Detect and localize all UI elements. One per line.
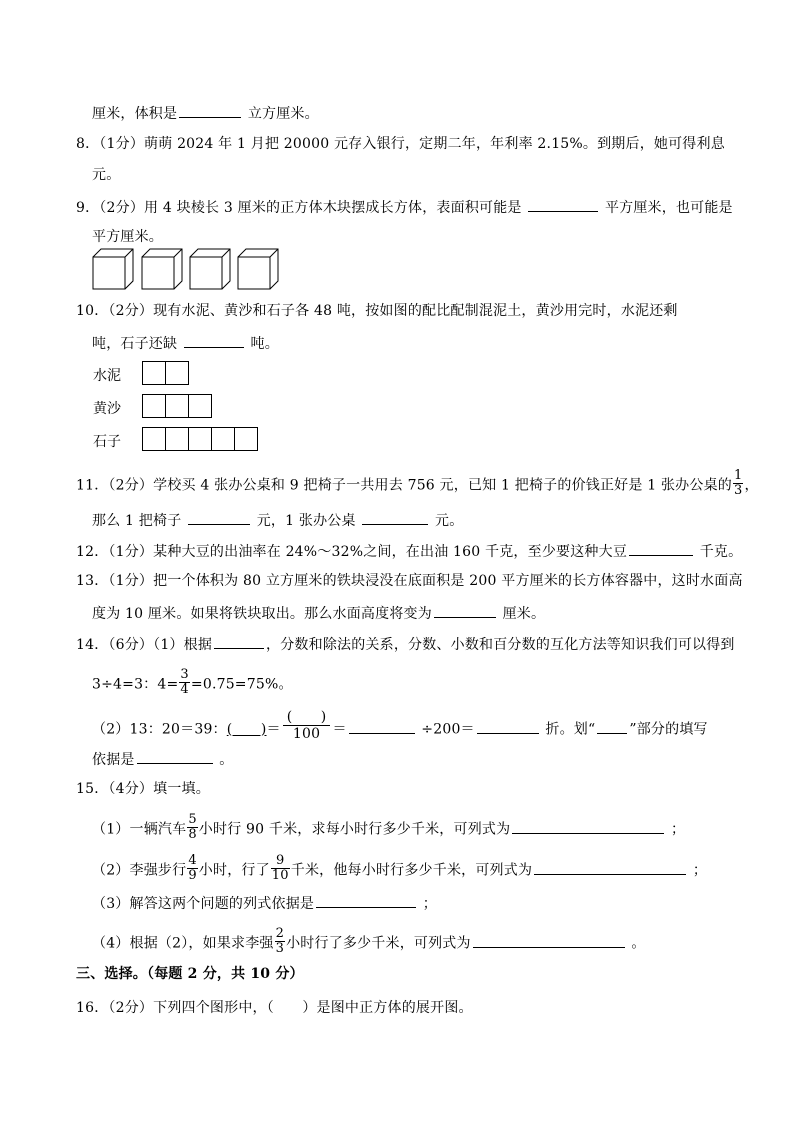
- q10-text-b: 吨。: [250, 336, 279, 352]
- sand-cells: [142, 394, 212, 418]
- q13-text-b: 厘米。: [502, 606, 546, 622]
- q10-blank[interactable]: [184, 333, 244, 348]
- q14-part2-a: （2）13：20＝39：: [92, 721, 227, 738]
- q14-line3: （2）13：20＝39：( )＝ $\frac{( )}{100}$ ＝ ÷200＝ 折。划“ ”部分的填写: [92, 709, 708, 742]
- q14-part2-b: 折。划“: [545, 721, 596, 738]
- q15-blank-1[interactable]: [512, 819, 664, 834]
- q16-line: 16．（2分）下列四个图形中，（ ）是图中正方体的展开图。: [76, 1000, 473, 1016]
- q7-text-b: 立方厘米。: [247, 106, 319, 122]
- q15-p2-fraction-2: $\frac{9}{10}$: [271, 853, 289, 883]
- q14-eq-b: =0.75=75%。: [190, 676, 293, 693]
- q14-fraction: $\frac{3}{4}$: [180, 667, 189, 697]
- q9-text-b: 平方厘米，也可能是: [604, 200, 733, 216]
- q10-text-a: 吨，石子还缺: [92, 336, 178, 352]
- q15-p4-fraction: $\frac{2}{3}$: [275, 926, 285, 956]
- q11-text-c: 元。: [435, 513, 464, 529]
- q11-blank-1[interactable]: [188, 510, 250, 525]
- q11-text: 11．（2分）学校买 4 张办公桌和 9 把椅子一共用去 756 元，已知 1 把椅子的价钱正好是 1 张办公桌的: [76, 477, 732, 494]
- q9-line1: [76, 197, 733, 217]
- q10-line2: [92, 333, 279, 353]
- q14-mark-blank: [597, 719, 627, 734]
- cube-4: [238, 249, 278, 289]
- q12-blank[interactable]: [629, 541, 693, 556]
- cement-cells: [142, 361, 189, 385]
- q12-text-a: 12．（1分）某种大豆的出油率在 24%～32%之间，在出油 160 千克，至少要这种大豆: [76, 544, 628, 560]
- q12-text-b: 千克。: [699, 544, 743, 560]
- q14-line2: [92, 667, 293, 699]
- q11-text-a: 那么 1 把椅子: [92, 513, 182, 529]
- q13-line2: [92, 603, 545, 623]
- q7-text-a: 厘米，体积是: [92, 106, 178, 122]
- q15-p2: （2）李强步行 $\frac{4}{9}$ 小时，行了 $\frac{9}{10}$ 千米，他每小时行多少千米，可列式为 ；: [92, 853, 708, 883]
- q14-eq-a: 3÷4=3：4=: [92, 676, 179, 693]
- label-stone: 石子: [93, 434, 121, 450]
- q9-line2: 平方厘米。: [92, 229, 163, 245]
- stone-cells: [142, 427, 258, 451]
- q14-paren-fraction[interactable]: $\frac{( )}{100}$: [283, 709, 331, 742]
- q13-line1: 13．（1分）把一个体积为 80 立方厘米的铁块浸没在底面积是 200 平方厘米的长方体容器中，这时水面高: [76, 573, 743, 589]
- q8-line2: 元。: [92, 167, 121, 183]
- q15-title: 15．（4分）填一填。: [76, 781, 210, 797]
- q7-line: [92, 103, 319, 123]
- q11-blank-2[interactable]: [362, 510, 428, 525]
- q9-blank-1[interactable]: [528, 197, 598, 212]
- q11-line2: [92, 510, 463, 530]
- cube-3: [190, 249, 230, 289]
- q14-part2-c: ”部分的填写: [629, 721, 708, 738]
- q15-p1: （1）一辆汽车 $\frac{5}{8}$ 小时行 90 千米，求每小时行多少千米，可列式为 ；: [92, 812, 686, 842]
- q11-fraction: $\frac{1}{3}$: [733, 468, 743, 498]
- q8-line1: 8．（1分）萌萌 2024 年 1 月把 20000 元存入银行，定期二年，年利率 2.15%。到期后，她可得利息: [76, 136, 725, 152]
- q15-blank-3[interactable]: [316, 893, 416, 908]
- label-sand: 黄沙: [93, 401, 121, 417]
- q14-blank-3[interactable]: [477, 719, 539, 734]
- q14-text-b: ，分数和除法的关系，分数、小数和百分数的互化方法等知识我们可以得到: [266, 637, 735, 653]
- q14-line4: 依据是 。: [92, 749, 233, 769]
- q15-p2-fraction-1: $\frac{4}{9}$: [188, 853, 197, 883]
- q14-line1: [76, 634, 735, 654]
- q14-blank-4[interactable]: [137, 749, 213, 764]
- q10-line1: 10．（2分）现有水泥、黄沙和石子各 48 吨，按如图的配比配制混泥土，黄沙用完时，水泥还剩: [76, 303, 678, 319]
- cube-1: [93, 249, 133, 289]
- label-cement: 水泥: [93, 368, 121, 384]
- q15-blank-2[interactable]: [534, 860, 686, 875]
- q9-cubes-figure: [92, 248, 292, 292]
- q7-blank[interactable]: [179, 103, 241, 118]
- q14-text-basis: 依据是: [92, 752, 135, 768]
- q11-line1: 11．（2分）学校买 4 张办公桌和 9 把椅子一共用去 756 元，已知 1 把椅子的价钱正好是 1 张办公桌的 $\frac{1}{3}$ ，: [76, 468, 759, 498]
- q12-line: [76, 541, 742, 561]
- q13-text-a: 度为 10 厘米。如果将铁块取出。那么水面高度将变为: [92, 606, 432, 622]
- q14-paren-blank[interactable]: ( ): [226, 721, 267, 738]
- q15-p4: （4）根据（2），如果求李强 $\frac{2}{3}$ 小时行了多少千米，可列式为 。: [92, 926, 646, 956]
- q14-text-a: 14．（6分）（1）根据: [76, 637, 213, 653]
- q9-text-a: 9．（2分）用 4 块棱长 3 厘米的正方体木块摆成长方体，表面积可能是: [76, 200, 522, 216]
- q15-p3: （3）解答这两个问题的列式依据是 ；: [92, 893, 437, 913]
- q15-p1-fraction: $\frac{5}{8}$: [188, 812, 197, 842]
- q14-blank-1[interactable]: [214, 634, 264, 649]
- cube-2: [142, 249, 182, 289]
- q13-blank[interactable]: [434, 603, 496, 618]
- q14-blank-2[interactable]: [349, 719, 415, 734]
- section3-heading: 三、选择。（每题 2 分，共 10 分）: [76, 966, 304, 982]
- q11-text-b: 元，1 张办公桌: [256, 513, 356, 529]
- q14-div: ÷200＝: [421, 721, 475, 738]
- cubes-svg: [92, 248, 292, 292]
- q15-blank-4[interactable]: [473, 933, 625, 948]
